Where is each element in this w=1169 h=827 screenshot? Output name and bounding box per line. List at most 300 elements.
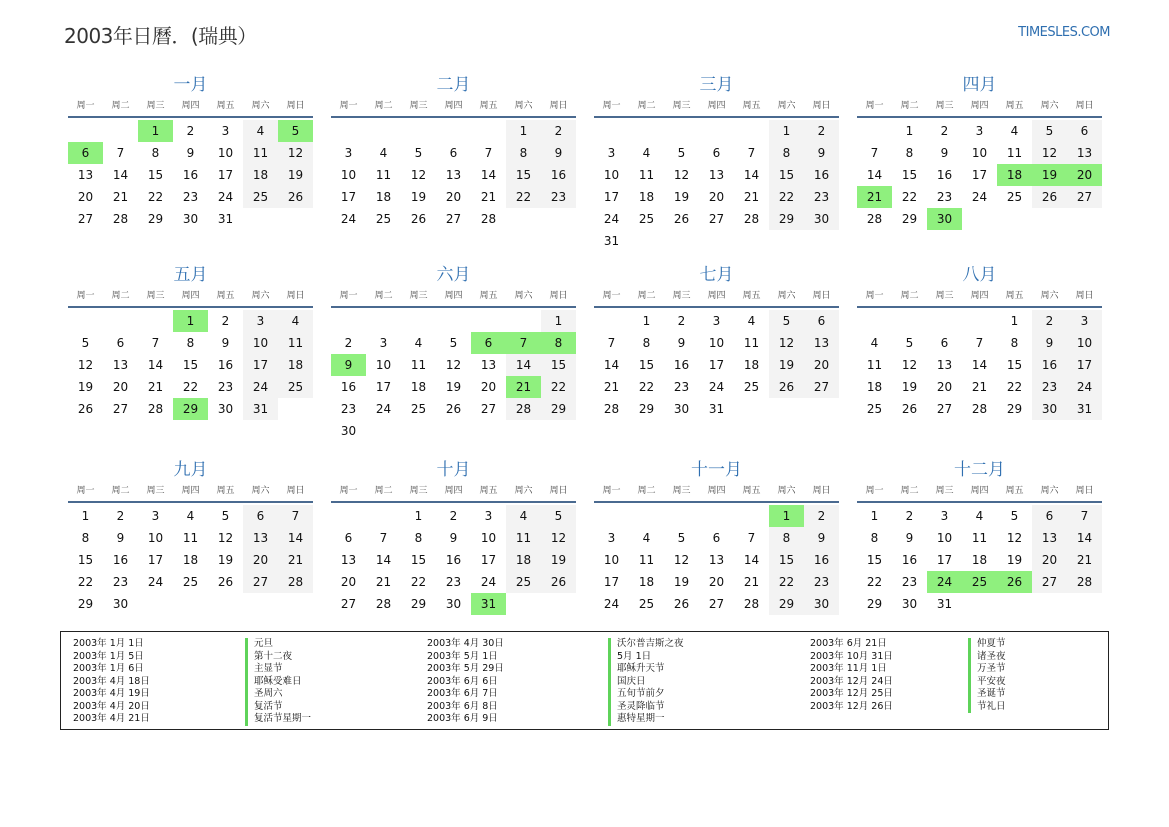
day-cell: 8 <box>870 531 879 545</box>
day-cell: 24 <box>147 575 164 589</box>
day-cell: 9 <box>449 531 458 545</box>
day-cell: 27 <box>804 376 839 398</box>
day-cell: 9 <box>116 531 125 545</box>
weekday-header <box>857 288 1102 308</box>
weekday-label: 周一 <box>339 486 358 496</box>
weekday-label: 周六 <box>514 486 533 496</box>
month-title: 一月 <box>173 75 208 95</box>
day-cell: 22 <box>769 571 804 593</box>
weekday-label: 周五 <box>1005 101 1024 111</box>
empty-cell <box>594 310 629 332</box>
day-cell: 5 <box>769 310 804 332</box>
empty-cell <box>366 310 401 332</box>
day-cell: 5 <box>449 336 458 350</box>
weekday-label: 周二 <box>374 486 393 496</box>
empty-cell <box>103 310 138 332</box>
weekday-header <box>68 98 313 118</box>
day-cell: 29 <box>769 208 804 230</box>
holiday-name: 国庆日 <box>608 676 684 689</box>
day-cell: 18 <box>506 549 541 571</box>
weekday-label: 周三 <box>935 291 954 301</box>
day-cell: 3 <box>151 509 160 523</box>
day-cell: 21 <box>480 190 497 204</box>
day-cell: 23 <box>936 190 953 204</box>
weekday-label: 周五 <box>479 486 498 496</box>
holiday-names-col-2 <box>608 638 684 726</box>
month-title: 四月 <box>962 75 997 95</box>
empty-cell <box>436 120 471 142</box>
day-cell: 7 <box>278 505 313 527</box>
day-cell: 25 <box>375 212 392 226</box>
day-cell: 29 <box>901 212 918 226</box>
day-cell: 2 <box>1032 310 1067 332</box>
holiday-name: 五旬节前夕 <box>608 688 684 701</box>
day-cell: 7 <box>747 531 756 545</box>
month-block <box>331 72 576 252</box>
day-cell: 25 <box>743 380 760 394</box>
day-cell: 24 <box>243 376 278 398</box>
weekday-label: 周二 <box>374 101 393 111</box>
day-cell: 30 <box>804 593 839 615</box>
empty-cell <box>331 120 366 142</box>
day-cell: 3 <box>1067 310 1102 332</box>
day-cell: 28 <box>743 597 760 611</box>
day-cell: 28 <box>278 571 313 593</box>
day-cell: 14 <box>743 553 760 567</box>
day-cell: 28 <box>603 402 620 416</box>
weekday-label: 周日 <box>1075 291 1094 301</box>
day-cell: 4 <box>1010 124 1019 138</box>
weekday-label: 周六 <box>777 486 796 496</box>
weekday-label: 周五 <box>742 291 761 301</box>
day-cell: 30 <box>901 597 918 611</box>
holiday-date: 2003年 4月 20日 <box>73 700 150 712</box>
site-link[interactable]: TIMESLES.COM <box>1018 25 1110 40</box>
day-cell: 7 <box>379 531 388 545</box>
month-block <box>857 72 1102 252</box>
weekday-label: 周二 <box>900 486 919 496</box>
empty-cell <box>734 120 769 142</box>
day-cell: 2 <box>541 120 576 142</box>
day-cell: 23 <box>445 575 462 589</box>
day-cell: 6 <box>1032 505 1067 527</box>
empty-cell <box>857 310 892 332</box>
day-cell: 16 <box>804 164 839 186</box>
day-cell: 27 <box>480 402 497 416</box>
day-cell: 27 <box>112 402 129 416</box>
day-cell: 29 <box>1006 402 1023 416</box>
day-cell: 8 <box>414 531 423 545</box>
day-cell: 28 <box>506 398 541 420</box>
day-cell: 4 <box>186 509 195 523</box>
weekday-label: 周一 <box>339 101 358 111</box>
day-cell: 19 <box>77 380 94 394</box>
day-cell: 17 <box>480 553 497 567</box>
day-cell: 11 <box>1006 146 1023 160</box>
weekday-label: 周六 <box>1040 101 1059 111</box>
holiday-day-cell: 9 <box>331 354 366 376</box>
holiday-day-cell: 18 <box>997 164 1032 186</box>
day-cell: 9 <box>677 336 686 350</box>
day-cell: 22 <box>147 190 164 204</box>
day-cell: 13 <box>708 553 725 567</box>
day-cell: 10 <box>340 168 357 182</box>
day-cell: 2 <box>449 509 458 523</box>
day-cell: 8 <box>506 142 541 164</box>
day-cell: 12 <box>541 527 576 549</box>
day-cell: 3 <box>344 146 353 160</box>
day-cell: 15 <box>77 553 94 567</box>
day-cell: 6 <box>449 146 458 160</box>
day-cell: 18 <box>638 190 655 204</box>
day-cell: 28 <box>971 402 988 416</box>
day-cell: 2 <box>344 336 353 350</box>
weekday-label: 周一 <box>602 101 621 111</box>
weekday-label: 周六 <box>1040 486 1059 496</box>
day-cell: 18 <box>410 380 427 394</box>
day-cell: 26 <box>217 575 234 589</box>
day-cell: 13 <box>708 168 725 182</box>
day-cell: 5 <box>1010 509 1019 523</box>
weekday-label: 周二 <box>111 486 130 496</box>
day-cell: 13 <box>480 358 497 372</box>
holiday-day-cell: 1 <box>173 310 208 332</box>
month-block <box>594 457 839 615</box>
weekday-label: 周六 <box>514 101 533 111</box>
weekday-header <box>857 98 1102 118</box>
month-title: 五月 <box>173 265 208 285</box>
month-title: 十一月 <box>691 460 742 480</box>
day-cell: 3 <box>712 314 721 328</box>
day-cell: 2 <box>804 505 839 527</box>
holiday-date: 2003年 1月 6日 <box>73 663 144 674</box>
day-cell: 2 <box>677 314 686 328</box>
day-cell: 13 <box>112 358 129 372</box>
day-cell: 24 <box>217 190 234 204</box>
day-cell: 1 <box>414 509 423 523</box>
day-cell: 18 <box>278 354 313 376</box>
days-grid <box>594 308 839 420</box>
holiday-date: 2003年 4月 18日 <box>73 675 150 687</box>
day-cell: 28 <box>112 212 129 226</box>
weekday-label: 周四 <box>970 291 989 301</box>
holiday-dates-col-2 <box>427 638 504 726</box>
day-cell: 24 <box>708 380 725 394</box>
weekday-label: 周五 <box>1005 291 1024 301</box>
day-cell: 26 <box>77 402 94 416</box>
day-cell: 8 <box>186 336 195 350</box>
day-cell: 17 <box>243 354 278 376</box>
day-cell: 24 <box>340 212 357 226</box>
weekday-header <box>68 483 313 503</box>
days-grid <box>331 118 576 230</box>
day-cell: 12 <box>77 358 94 372</box>
holiday-day-cell: 5 <box>278 120 313 142</box>
day-cell: 24 <box>480 575 497 589</box>
empty-cell <box>629 120 664 142</box>
holiday-name: 沃尔普吉斯之夜 <box>608 638 684 651</box>
day-cell: 16 <box>673 358 690 372</box>
day-cell: 5 <box>1032 120 1067 142</box>
empty-cell <box>664 505 699 527</box>
day-cell: 21 <box>971 380 988 394</box>
weekday-label: 周三 <box>935 486 954 496</box>
day-cell: 11 <box>743 336 760 350</box>
day-cell: 22 <box>866 575 883 589</box>
day-cell: 4 <box>642 146 651 160</box>
holiday-day-cell: 30 <box>927 208 962 230</box>
empty-cell <box>68 310 103 332</box>
holiday-day-cell: 29 <box>173 398 208 420</box>
day-cell: 8 <box>642 336 651 350</box>
weekday-label: 周三 <box>409 101 428 111</box>
day-cell: 25 <box>182 575 199 589</box>
day-cell: 4 <box>747 314 756 328</box>
day-cell: 14 <box>1067 527 1102 549</box>
day-cell: 24 <box>375 402 392 416</box>
day-cell: 9 <box>221 336 230 350</box>
day-cell: 23 <box>541 186 576 208</box>
weekday-label: 周四 <box>970 486 989 496</box>
day-cell: 12 <box>901 358 918 372</box>
day-cell: 19 <box>217 553 234 567</box>
weekday-label: 周一 <box>76 291 95 301</box>
day-cell: 10 <box>147 531 164 545</box>
month-block <box>594 72 839 252</box>
holiday-name: 平安夜 <box>968 676 1006 689</box>
weekday-header <box>594 98 839 118</box>
day-cell: 10 <box>480 531 497 545</box>
day-cell: 10 <box>936 531 953 545</box>
days-grid <box>857 503 1102 615</box>
weekday-label: 周日 <box>549 101 568 111</box>
day-cell: 23 <box>673 380 690 394</box>
empty-cell <box>699 505 734 527</box>
day-cell: 14 <box>480 168 497 182</box>
day-cell: 21 <box>375 575 392 589</box>
day-cell: 9 <box>186 146 195 160</box>
day-cell: 1 <box>870 509 879 523</box>
day-cell: 5 <box>221 509 230 523</box>
day-cell: 3 <box>379 336 388 350</box>
holiday-name: 惠特星期一 <box>608 713 684 726</box>
day-cell: 11 <box>638 168 655 182</box>
month-block <box>68 457 313 615</box>
empty-cell <box>594 505 629 527</box>
day-cell: 2 <box>905 509 914 523</box>
day-cell: 29 <box>866 597 883 611</box>
weekday-label: 周二 <box>374 291 393 301</box>
holiday-day-cell: 1 <box>138 120 173 142</box>
empty-cell <box>699 120 734 142</box>
day-cell: 14 <box>506 354 541 376</box>
day-cell: 6 <box>243 505 278 527</box>
weekday-label: 周五 <box>479 101 498 111</box>
weekday-label: 周三 <box>672 486 691 496</box>
weekday-label: 周日 <box>549 486 568 496</box>
day-cell: 30 <box>112 597 129 611</box>
day-cell: 31 <box>1067 398 1102 420</box>
weekday-label: 周五 <box>1005 486 1024 496</box>
day-cell: 23 <box>804 186 839 208</box>
holiday-dates-col-1 <box>73 638 150 726</box>
page-title: 2003年日曆．(瑞典） <box>64 24 257 48</box>
day-cell: 17 <box>375 380 392 394</box>
weekday-label: 周四 <box>181 486 200 496</box>
weekday-label: 周日 <box>812 486 831 496</box>
empty-cell <box>103 120 138 142</box>
day-cell: 25 <box>506 571 541 593</box>
weekday-label: 周一 <box>339 291 358 301</box>
day-cell: 23 <box>804 571 839 593</box>
holiday-date: 2003年 5月 1日 <box>427 650 498 662</box>
day-cell: 26 <box>1032 186 1067 208</box>
month-title: 十二月 <box>954 460 1005 480</box>
day-cell: 23 <box>901 575 918 589</box>
holiday-date: 2003年 4月 21日 <box>73 713 150 724</box>
day-cell: 20 <box>1032 549 1067 571</box>
empty-cell <box>138 310 173 332</box>
empty-cell <box>962 310 997 332</box>
day-cell: 7 <box>116 146 125 160</box>
holiday-names-col-3 <box>968 638 1006 713</box>
holiday-date: 2003年 12月 24日 <box>810 675 893 687</box>
day-cell: 19 <box>541 549 576 571</box>
day-cell: 30 <box>673 402 690 416</box>
day-cell: 25 <box>410 402 427 416</box>
days-grid <box>331 308 576 442</box>
day-cell: 18 <box>638 575 655 589</box>
weekday-label: 周六 <box>251 291 270 301</box>
holiday-day-cell: 8 <box>541 332 576 354</box>
day-cell: 22 <box>506 186 541 208</box>
day-cell: 14 <box>603 358 620 372</box>
day-cell: 28 <box>743 212 760 226</box>
holiday-day-cell: 20 <box>1067 164 1102 186</box>
days-grid <box>68 503 313 615</box>
day-cell: 9 <box>905 531 914 545</box>
weekday-label: 周四 <box>444 291 463 301</box>
day-cell: 20 <box>480 380 497 394</box>
day-cell: 29 <box>769 593 804 615</box>
day-cell: 17 <box>147 553 164 567</box>
day-cell: 15 <box>147 168 164 182</box>
day-cell: 15 <box>182 358 199 372</box>
day-cell: 12 <box>1032 142 1067 164</box>
day-cell: 10 <box>603 168 620 182</box>
day-cell: 26 <box>410 212 427 226</box>
month-title: 三月 <box>699 75 734 95</box>
day-cell: 6 <box>712 146 721 160</box>
day-cell: 22 <box>769 186 804 208</box>
day-cell: 11 <box>375 168 392 182</box>
day-cell: 17 <box>971 168 988 182</box>
holiday-date: 2003年 12月 25日 <box>810 688 893 699</box>
day-cell: 11 <box>971 531 988 545</box>
empty-cell <box>857 120 892 142</box>
day-cell: 17 <box>340 190 357 204</box>
weekday-label: 周六 <box>1040 291 1059 301</box>
weekday-label: 周日 <box>549 291 568 301</box>
day-cell: 4 <box>414 336 423 350</box>
holiday-date: 2003年 12月 26日 <box>810 700 893 712</box>
holiday-name: 5月 1日 <box>608 651 684 664</box>
empty-cell <box>366 505 401 527</box>
day-cell: 15 <box>638 358 655 372</box>
holiday-list <box>60 631 1109 730</box>
day-cell: 3 <box>940 509 949 523</box>
day-cell: 2 <box>116 509 125 523</box>
weekday-label: 周二 <box>900 291 919 301</box>
empty-cell <box>331 310 366 332</box>
holiday-date: 2003年 10月 31日 <box>810 650 893 662</box>
day-cell: 7 <box>870 146 879 160</box>
day-cell: 5 <box>905 336 914 350</box>
days-grid <box>68 118 313 230</box>
weekday-label: 周四 <box>444 101 463 111</box>
day-cell: 31 <box>603 234 620 248</box>
day-cell: 12 <box>673 553 690 567</box>
holiday-date: 2003年 1月 1日 <box>73 638 144 649</box>
day-cell: 5 <box>541 505 576 527</box>
day-cell: 4 <box>870 336 879 350</box>
day-cell: 7 <box>747 146 756 160</box>
weekday-label: 周四 <box>707 291 726 301</box>
day-cell: 14 <box>866 168 883 182</box>
day-cell: 9 <box>541 142 576 164</box>
day-cell: 8 <box>769 142 804 164</box>
holiday-name: 圣周六 <box>245 688 311 701</box>
day-cell: 18 <box>182 553 199 567</box>
day-cell: 20 <box>708 575 725 589</box>
day-cell: 19 <box>673 575 690 589</box>
month-block <box>68 72 313 252</box>
month-title: 十月 <box>436 460 471 480</box>
day-cell: 30 <box>340 424 357 438</box>
days-grid <box>594 118 839 252</box>
day-cell: 18 <box>743 358 760 372</box>
day-cell: 13 <box>1032 527 1067 549</box>
month-title: 七月 <box>699 265 734 285</box>
day-cell: 12 <box>1006 531 1023 545</box>
holiday-name: 复活节 <box>245 701 311 714</box>
days-grid <box>857 308 1102 420</box>
month-title: 二月 <box>436 75 471 95</box>
day-cell: 29 <box>410 597 427 611</box>
day-cell: 10 <box>375 358 392 372</box>
day-cell: 6 <box>116 336 125 350</box>
holiday-day-cell: 6 <box>471 332 506 354</box>
holiday-day-cell: 31 <box>471 593 506 615</box>
day-cell: 8 <box>905 146 914 160</box>
day-cell: 19 <box>278 164 313 186</box>
day-cell: 20 <box>340 575 357 589</box>
day-cell: 14 <box>112 168 129 182</box>
day-cell: 28 <box>147 402 164 416</box>
weekday-label: 周二 <box>111 291 130 301</box>
day-cell: 1 <box>905 124 914 138</box>
day-cell: 25 <box>638 212 655 226</box>
day-cell: 23 <box>340 402 357 416</box>
day-cell: 14 <box>971 358 988 372</box>
day-cell: 20 <box>936 380 953 394</box>
empty-cell <box>331 505 366 527</box>
day-cell: 8 <box>151 146 160 160</box>
day-cell: 8 <box>769 527 804 549</box>
day-cell: 9 <box>1032 332 1067 354</box>
day-cell: 20 <box>708 190 725 204</box>
days-grid <box>331 503 576 615</box>
